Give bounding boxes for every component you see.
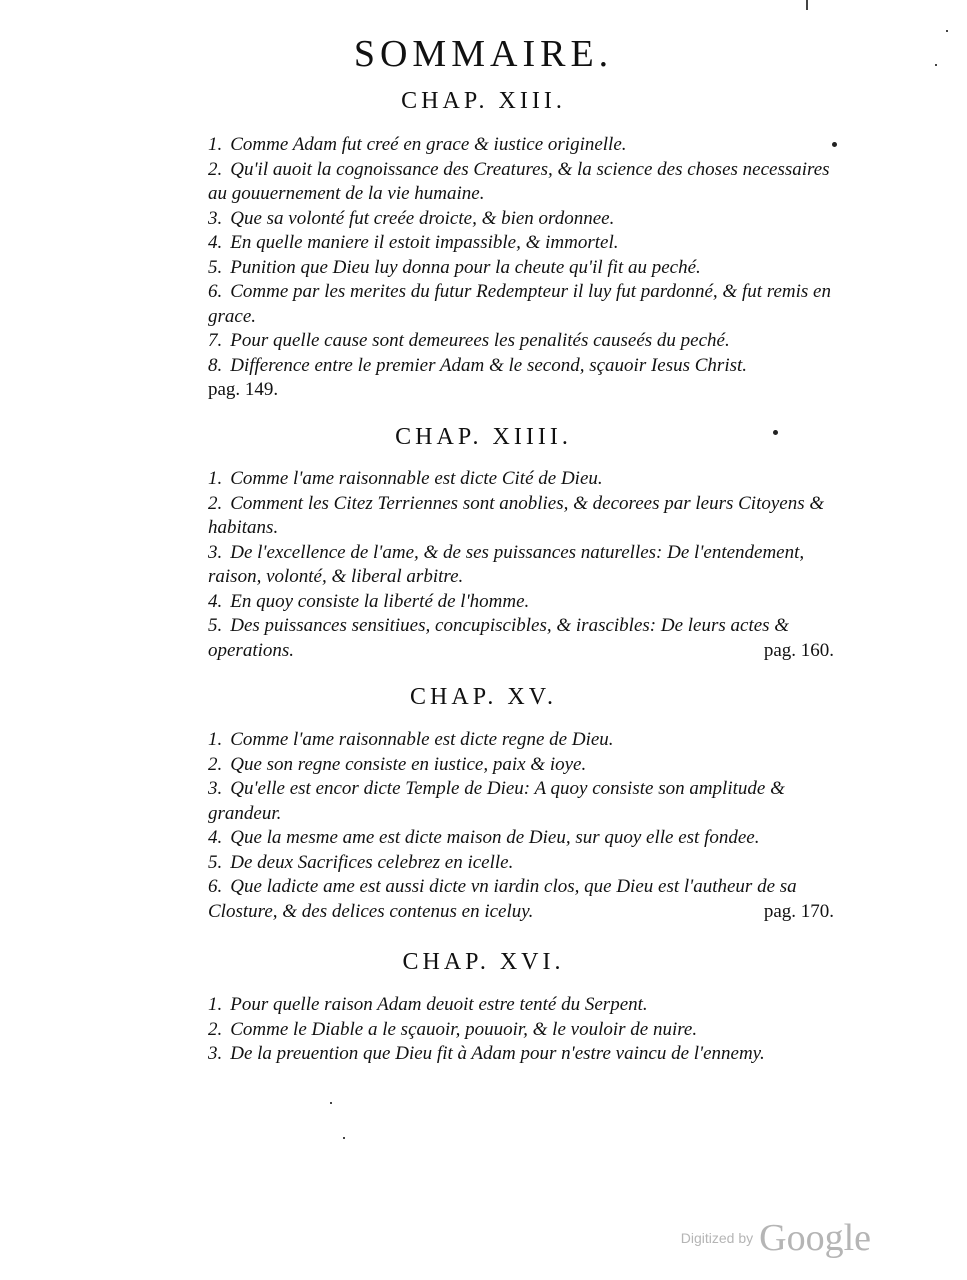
google-watermark: Digitized by Google <box>680 1217 871 1259</box>
chapter-list <box>208 133 834 403</box>
list-item: 6. Comme par les merites du futur Redempteur il luy fut pardonné, & fut remis en grace. <box>208 281 831 327</box>
page-reference: pag. 170. <box>763 900 834 922</box>
list-item: 2. Comment les Citez Terriennes sont anoblies, & decorees par leurs Citoyens & habitans. <box>208 492 825 538</box>
chapter-heading: CHAP. XIIII. <box>395 424 572 450</box>
list-item: 8. Difference entre le premier Adam & le second, sçauoir Iesus Christ. <box>208 354 748 376</box>
chapter-list <box>208 467 834 663</box>
list-item: 1. Comme l'ame raisonnable est dicte regne de Dieu. <box>208 729 614 750</box>
ink-spot <box>773 430 778 435</box>
chapter-heading: CHAP. XIII. <box>401 88 566 114</box>
chapter-list <box>208 993 834 1067</box>
list-item: 5. Punition que Dieu luy donna pour la cheute qu'il fit au peché. <box>208 256 701 278</box>
list-item: 1. Comme l'ame raisonnable est dicte Cité de Dieu. <box>208 468 603 489</box>
list-item: 5. De deux Sacrifices celebrez en icelle. <box>208 851 514 873</box>
page-title: SOMMAIRE. <box>353 33 614 75</box>
chapter-list <box>208 728 834 924</box>
list-item: 1. Comme Adam fut creé en grace & iustice originelle. <box>208 134 627 155</box>
scan-speck <box>935 64 937 66</box>
chapter-heading: CHAP. XVI. <box>402 949 565 975</box>
list-item: 3. De la preuention que Dieu fit à Adam pour n'estre vaincu de l'ennemy. <box>208 1043 765 1064</box>
page-reference: pag. 149. <box>208 379 279 400</box>
list-item: 3. Qu'elle est encor dicte Temple de Dieu: A quoy consiste son amplitude & grandeur. <box>208 778 785 824</box>
list-item: 2. Qu'il auoit la cognoissance des Creatures, & la science des choses necessaires au gouuernement de la vie humaine. <box>208 158 830 204</box>
list-item: 2. Comme le Diable a le sçauoir, pouuoir, & le vouloir de nuire. <box>208 1018 698 1040</box>
list-item: 5. Des puissances sensitiues, concupiscibles, & irascibles: De leurs actes & operations. pag. 160. <box>208 614 834 663</box>
list-item: 2. Que son regne consiste en iustice, paix & ioye. <box>208 753 587 775</box>
scan-speck <box>946 30 948 32</box>
list-item: 7. Pour quelle cause sont demeurees les penalités causeés du peché. <box>208 330 730 351</box>
list-item: 4. En quoy consiste la liberté de l'homme. <box>208 590 530 612</box>
list-item: 6. Que ladicte ame est aussi dicte vn iardin clos, que Dieu est l'autheur de sa Closture, & des delices contenus en iceluy. pag. 170. <box>208 875 834 924</box>
list-item: 4. En quelle maniere il estoit impassible, & immortel. <box>208 232 619 253</box>
list-item: 3. Que sa volonté fut creée droicte, & bien ordonnee. <box>208 207 615 229</box>
page-reference: pag. 160. <box>763 639 834 661</box>
scan-speck <box>330 1102 332 1104</box>
scan-speck <box>343 1137 345 1139</box>
list-item: 4. Que la mesme ame est dicte maison de Dieu, sur quoy elle est fondee. <box>208 827 760 848</box>
ink-spot <box>832 142 837 147</box>
list-item: 1. Pour quelle raison Adam deuoit estre tenté du Serpent. <box>208 994 648 1015</box>
chapter-heading: CHAP. XV. <box>410 684 557 710</box>
scan-speck <box>806 0 808 10</box>
list-item: 3. De l'excellence de l'ame, & de ses puissances naturelles: De l'entendement, raison, volonté, & liberal arbitre. <box>208 541 805 587</box>
